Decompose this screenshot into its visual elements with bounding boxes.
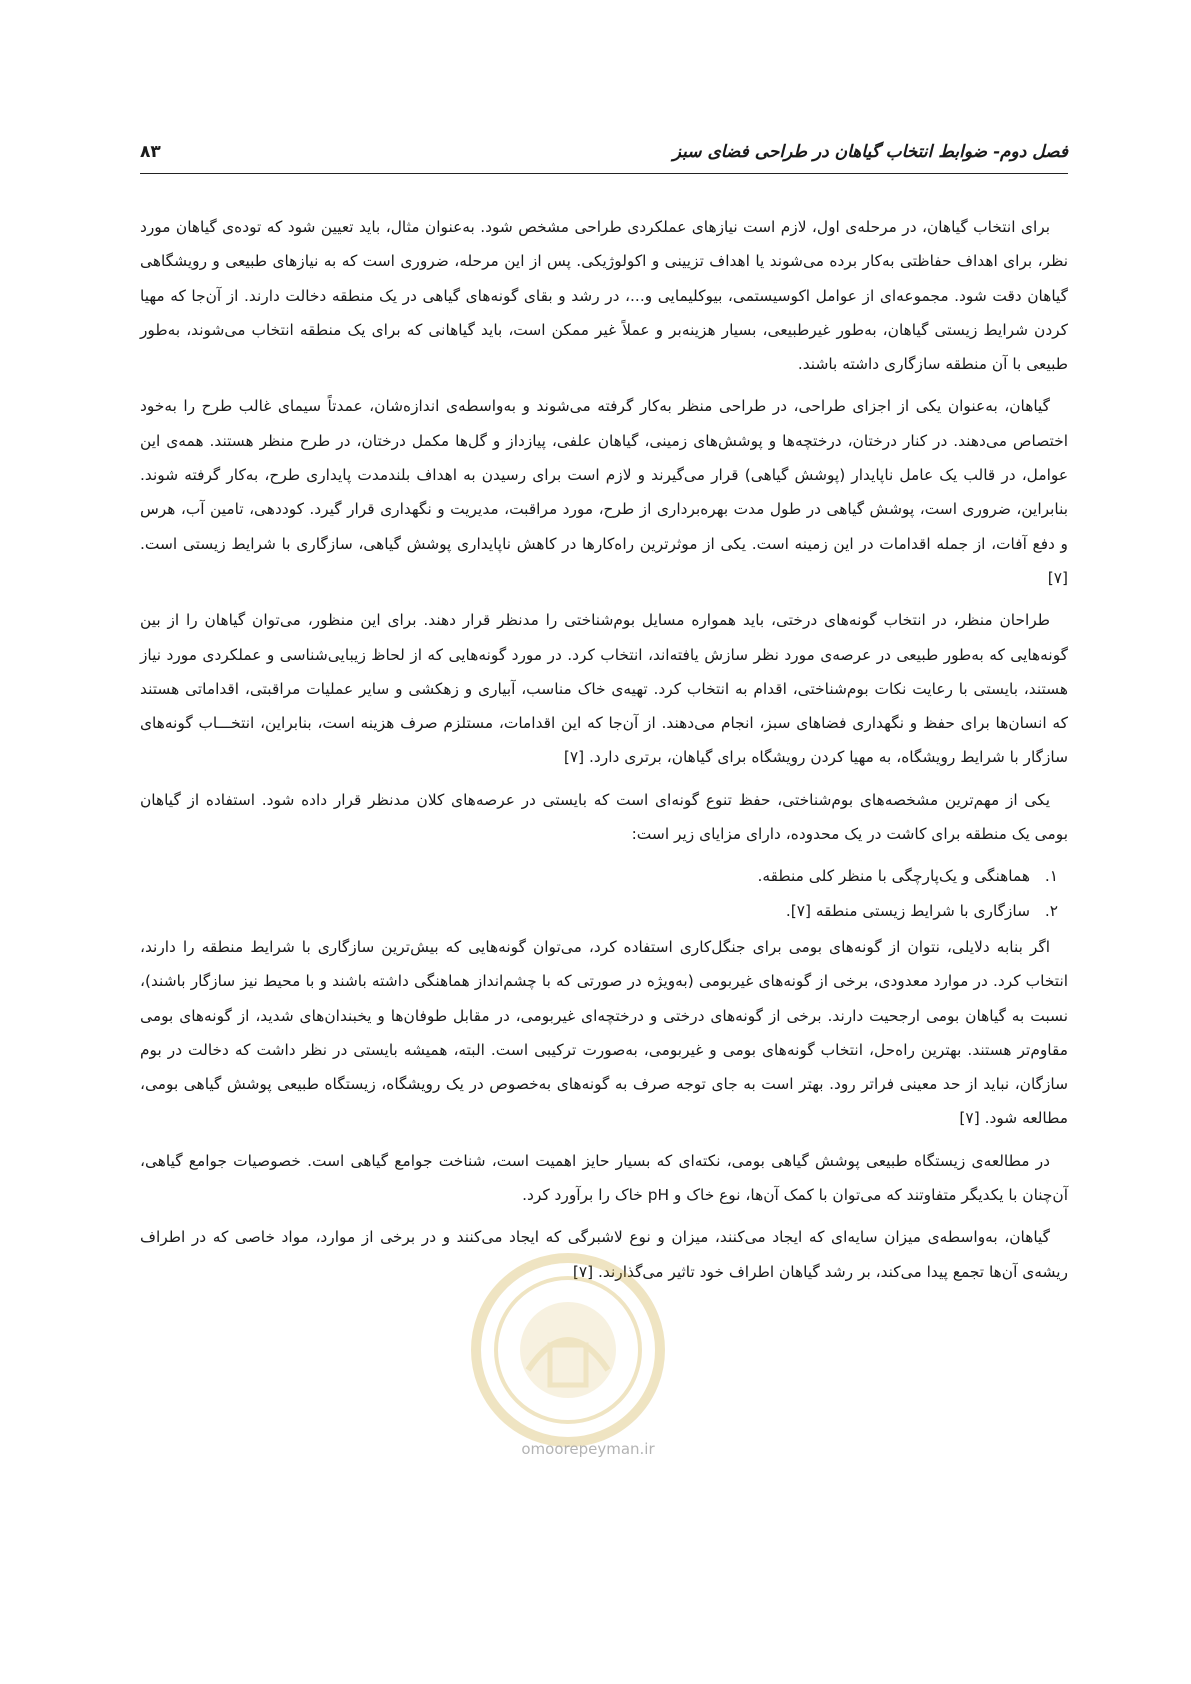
paragraph: یکی از مهم‌ترین مشخصه‌های بوم‌شناختی، حفظ تنوع گونه‌ای است که بایستی در عرصه‌های کلان مدنظر قرار داده شود. استفاده از گیاهان بومی یک منطقه برای کاشت در یک محدوده، دارای مزایای زیر است: xyxy=(140,790,1068,844)
list-item xyxy=(140,859,1058,893)
header-rule xyxy=(140,173,1068,174)
list-item-text: سازگاری با شرایط زیستی منطقه [۷]. xyxy=(785,901,1030,920)
list-item xyxy=(140,894,1058,928)
chapter-title: فصل دوم- ضوابط انتخاب گیاهان در طراحی فضای سبز xyxy=(672,142,1068,162)
page-number: ۸۳ xyxy=(140,142,161,162)
numbered-list xyxy=(140,859,1068,928)
paragraph: برای انتخاب گیاهان، در مرحله‌ی اول، لازم است نیازهای عملکردی طراحی مشخص شود. به‌عنوان مثال، باید تعیین شود که توده‌ی گیاهان مورد نظر، برای اهداف حفاظتی به‌کار برده می‌شوند یا اهداف تزیینی و اکولوژیکی. پس از این مرحله، ضروری است که به نیازهای طبیعی و رویشگاهی گیاهان دقت شود. مجموعه‌ای از عوامل اکوسیستمی، بیوکلیمایی و...، در رشد و بقای گونه‌های گیاهی در یک منطقه دخالت دارند. از آن‌جا که مهیا کردن شرایط زیستی گیاهان، به‌طور غیرطبیعی، بسیار هزینه‌بر و عملاً غیر ممکن است، باید گیاهانی که برای یک منطقه انتخاب می‌شوند، به‌طور طبیعی با آن منطقه سازگاری داشته باشند. xyxy=(140,218,1068,374)
paragraph: اگر بنابه دلایلی، نتوان از گونه‌های بومی برای جنگل‌کاری استفاده کرد، می‌توان گونه‌هایی که بیش‌ترین سازگاری با شرایط منطقه را دارند، انتخاب کرد. در موارد معدودی، برخی از گونه‌های غیربومی (به‌ویژه در صورتی که با چشم‌انداز هماهنگی داشته باشند و با محیط نیز سازگار باشند)، نسبت به گیاهان بومی ارجحیت دارند. برخی از گونه‌های درختی و درختچه‌ای غیربومی، در مقابل طوفان‌ها و یخبندان‌های شدید، از گونه‌های بومی مقاوم‌تر هستند. بهترین راه‌حل، انتخاب گونه‌های بومی و غیربومی، به‌صورت ترکیبی است. البته، همیشه بایستی در نظر داشت که دخالت در بوم سازگان، نباید از حد معینی فراتر رود. بهتر است به جای توجه صرف به گونه‌های به‌خصوص در یک رویشگاه، زیستگاه طبیعی پوشش گیاهی بومی، مطالعه شود. [۷] xyxy=(140,937,1068,1128)
list-item-text: هماهنگی و یک‌پارچگی با منظر کلی منطقه. xyxy=(757,867,1030,886)
paragraph: طراحان منظر، در انتخاب گونه‌های درختی، باید همواره مسایل بوم‌شناختی را مدنظر قرار دهند. برای این منظور، می‌توان گیاهان را از بین گونه‌هایی که به‌طور طبیعی در عرصه‌ی مورد نظر سازش یافته‌اند، انتخاب کرد. در مورد گونه‌هایی که از لحاظ زیبایی‌شناسی و عملکردی مورد نیاز هستند، بایستی با رعایت نکات بوم‌شناختی، اقدام به انتخاب کرد. تهیه‌ی خاک مناسب، آبیاری و زهکشی و سایر عملیات مراقبتی، اقداماتی هستند که انسان‌ها برای حفظ و نگهداری فضاهای سبز، انجام می‌دهند. از آن‌جا که این اقدامات، مستلزم صرف هزینه است، بنابراین، انتخـــاب گونه‌های سازگار با شرایط رویشگاه، به مهیا کردن رویشگاه برای گیاهان، برتری دارد. [۷] xyxy=(140,611,1068,767)
list-number: ۱. xyxy=(1044,867,1058,886)
watermark-website: omoorepeyman.ir xyxy=(521,1440,655,1458)
running-header xyxy=(140,140,1068,174)
list-number: ۲. xyxy=(1044,901,1058,920)
paragraph: گیاهان، به‌واسطه‌ی میزان سایه‌ای که ایجاد می‌کنند، میزان و نوع لاشبرگی که ایجاد می‌کنند و در برخی از موارد، مواد خاصی که در اطراف ریشه‌ی آن‌ها تجمع پیدا می‌کند، بر رشد گیاهان اطراف خود تاثیر می‌گذارند. [۷] xyxy=(140,1228,1068,1281)
body-text xyxy=(140,210,1068,1297)
paragraph: در مطالعه‌ی زیستگاه طبیعی پوشش گیاهی بومی، نکته‌ای که بسیار حایز اهمیت است، شناخت جوامع گیاهی است. خصوصیات جوامع گیاهی، آن‌چنان با یکدیگر متفاوتند که می‌توان با کمک آن‌ها، نوع خاک و pH خاک را برآورد کرد. xyxy=(140,1151,1068,1205)
paragraph: گیاهان، به‌عنوان یکی از اجزای طراحی، در طراحی منظر به‌کار گرفته می‌شوند و به‌واسطه‌ی اندازه‌شان، عمدتاً سیمای غالب طرح را به‌خود اختصاص می‌دهند. در کنار درختان، درختچه‌ها و پوشش‌های زمینی، گیاهان علفی، پیازداز و گل‌ها مکمل درختان، در طرح منظر هستند. همه‌ی این عوامل، در قالب یک عامل ناپایدار (پوشش گیاهی) قرار می‌گیرند و لازم است برای رسیدن به اهداف بلندمدت پایداری طرح، به‌کار گرفته شوند. بنابراین، ضروری است، پوشش گیاهی در طول مدت بهره‌برداری از طرح، مورد مراقبت، مدیریت و نگهداری قرار گیرد. کوددهی، تامین آب، هرس و دفع آفات، از جمله اقدامات در این زمینه است. یکی از موثرترین راه‌کارها در کاهش ناپایداری پوشش گیاهی، سازگاری با شرایط زیستی است. [۷] xyxy=(140,397,1068,587)
